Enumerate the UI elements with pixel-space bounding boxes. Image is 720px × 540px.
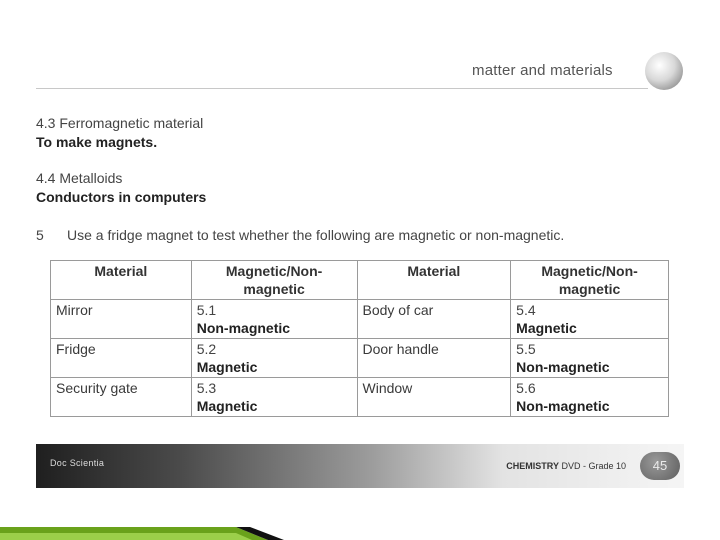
- page-number-badge: 45: [640, 452, 680, 480]
- table-row: [51, 300, 669, 339]
- question-number: 5.6: [516, 380, 536, 396]
- answer-cell: [511, 378, 669, 417]
- answer-text: Non-magnetic: [196, 320, 291, 336]
- material-cell: Body of car: [357, 300, 511, 339]
- footer-course-detail: DVD - Grade 10: [558, 461, 626, 471]
- question-number: 5.2: [196, 341, 217, 357]
- answer-text: Magnetic: [516, 320, 577, 336]
- material-cell: Window: [357, 378, 511, 417]
- answer-text: Non-magnetic: [516, 359, 610, 375]
- footer-bar: [36, 444, 684, 488]
- table-row: [51, 339, 669, 378]
- green-stripe-light: [0, 533, 252, 540]
- answer-4-3: To make magnets.: [36, 134, 158, 150]
- table-row: [51, 378, 669, 417]
- answer-4-4: Conductors in computers: [36, 189, 207, 205]
- answer-text: Non-magnetic: [516, 398, 610, 414]
- footer-publisher: Doc Scientia: [50, 458, 105, 468]
- table-header-row: [51, 261, 669, 300]
- question-4-4: 4.4 Metalloids: [36, 170, 123, 186]
- footer-course: [506, 461, 626, 471]
- instruction-number: 5: [36, 227, 44, 243]
- header-magnetic-1: Magnetic/Non-magnetic: [191, 261, 357, 300]
- question-number: 5.3: [196, 380, 217, 396]
- question-number: 5.1: [196, 302, 217, 318]
- material-cell: Door handle: [357, 339, 511, 378]
- question-number: 5.5: [516, 341, 536, 357]
- magnetic-test-table: [50, 260, 669, 417]
- answer-cell: [511, 300, 669, 339]
- answer-text: Magnetic: [196, 398, 258, 414]
- answer-cell: [191, 300, 357, 339]
- header-material-1: Material: [51, 261, 192, 300]
- material-cell: Security gate: [51, 378, 192, 417]
- green-accent-bar: [0, 523, 720, 540]
- instruction-text: Use a fridge magnet to test whether the following are magnetic or non-magnetic.: [67, 227, 565, 243]
- answer-cell: [511, 339, 669, 378]
- header-rule: [36, 88, 648, 89]
- header-brand: matter and materials: [472, 62, 613, 79]
- material-cell: Fridge: [51, 339, 192, 378]
- footer-subject: CHEMISTRY: [506, 461, 559, 471]
- answer-cell: [191, 339, 357, 378]
- brand-orb-icon: [645, 52, 683, 90]
- answer-cell: [191, 378, 357, 417]
- question-number: 5.4: [516, 302, 536, 318]
- header-magnetic-2: Magnetic/Non-magnetic: [511, 261, 669, 300]
- material-cell: Mirror: [51, 300, 192, 339]
- answer-text: Magnetic: [196, 359, 258, 375]
- question-4-3: 4.3 Ferromagnetic material: [36, 115, 204, 131]
- header-material-2: Material: [357, 261, 511, 300]
